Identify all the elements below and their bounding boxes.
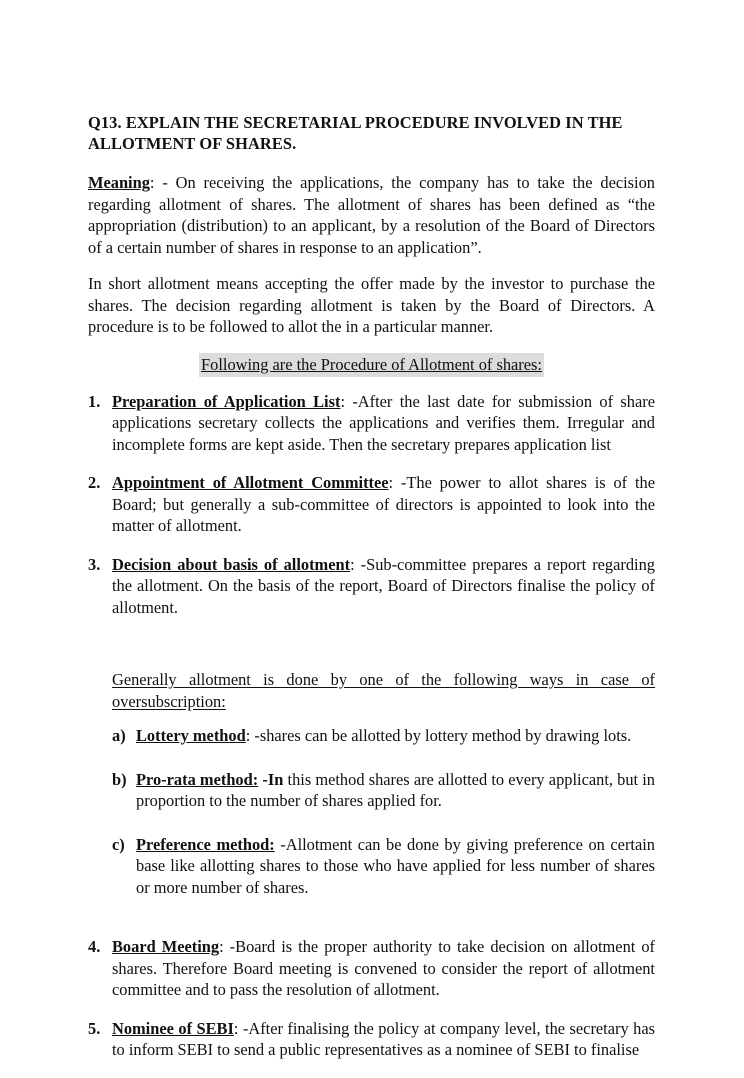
method-body: : -shares can be allotted by lottery method by drawing lots.: [245, 726, 632, 745]
list-item: [112, 725, 655, 747]
page-title: [88, 112, 655, 154]
step-body: : -After finalising the policy at company level, the secretary has to inform SEBI to send a public representatives as a nominee of SEBI to finalise: [112, 1018, 655, 1059]
list-item: [88, 1018, 655, 1061]
list-item: [112, 834, 655, 899]
document-body: [88, 112, 655, 1078]
list-item: [88, 472, 655, 537]
section-spacer-2: [88, 920, 655, 936]
meaning-paragraph: [88, 172, 655, 258]
step-body: : -Board is the proper authority to take decision on allotment of shares. Therefore Board meeting is convened to consider the report of allotment committee and to pass the resolution of allotment.: [112, 937, 656, 999]
intro-paragraph: In short allotment means accepting the offer made by the investor to purchase the shares. The decision regarding allotment is taken by the Board of Directors. A procedure is to be followed to allot the in a particular manner.: [88, 274, 655, 336]
method-heading: Preference method:: [136, 834, 275, 854]
procedure-banner: Following are the Procedure of Allotment of shares:: [199, 353, 544, 377]
list-item: [112, 769, 655, 812]
page-title-emphasis: ALLOTMENT: [88, 134, 196, 153]
list-item: [88, 391, 655, 456]
list-marker: 3.: [88, 554, 101, 574]
step-heading: Preparation of Application List: [112, 391, 341, 411]
list-marker: 2.: [88, 473, 101, 492]
procedure-steps-list: [88, 391, 655, 619]
step-body: : -The power to allot shares is of the Board; but generally a sub-committee of directors is appointed to look into the matter of allotment.: [112, 473, 655, 535]
method-heading: Pro-rata method:: [136, 769, 259, 789]
method-body-emphasis: -In: [258, 769, 284, 789]
method-body: -Allotment can be done by giving preference on certain base like allotting shares to those who have applied for less number of shares or more number of shares.: [136, 834, 655, 897]
list-marker: c): [112, 834, 125, 854]
list-item: [88, 936, 655, 1001]
page-title-line2-rest: OF SHARES.: [195, 134, 297, 153]
step-heading: Nominee of SEBI: [112, 1018, 234, 1038]
step-body: : -After the last date for submission of share applications secretary collects the applications and verifies them. Irregular and incomplete forms are kept aside. Then the secretary prepares application list: [112, 391, 655, 454]
meaning-text: : - On receiving the applications, the company has to take the decision regarding allotment of shares. The allotment of shares has been defined as “the appropriation (distribution) to an applicant, by a resolution of the Board of Directors of a certain number of shares in response to an application”.: [88, 173, 655, 257]
list-marker: 5.: [88, 1018, 101, 1038]
step-heading: Appointment of Allotment Committee: [112, 473, 389, 492]
section-spacer: [88, 635, 655, 669]
list-marker: 4.: [88, 937, 101, 956]
list-marker: 1.: [88, 391, 101, 411]
list-marker: b): [112, 769, 127, 789]
procedure-banner-row: [88, 353, 655, 377]
page-title-line1: Q13. EXPLAIN THE SECRETARIAL PROCEDURE INVOLVED IN THE: [88, 113, 623, 132]
method-heading: Lottery method: [136, 726, 246, 745]
step-heading: Board Meeting: [112, 937, 220, 956]
method-body: this method shares are allotted to every applicant, but in proportion to the number of shares applied for.: [136, 769, 655, 810]
allotment-methods-list: [88, 725, 655, 898]
step-heading: Decision about basis of allotment: [112, 554, 351, 574]
step-body: : -Sub-committee prepares a report regarding the allotment. On the basis of the report, Board of Directors finalise the policy of allotment.: [112, 554, 656, 617]
oversubscription-note: Generally allotment is done by one of the following ways in case of oversubscription:: [112, 670, 655, 711]
meaning-label: Meaning: [88, 173, 150, 192]
list-item: [88, 554, 655, 619]
list-marker: a): [112, 726, 126, 745]
procedure-steps-list-tail: [88, 936, 655, 1061]
